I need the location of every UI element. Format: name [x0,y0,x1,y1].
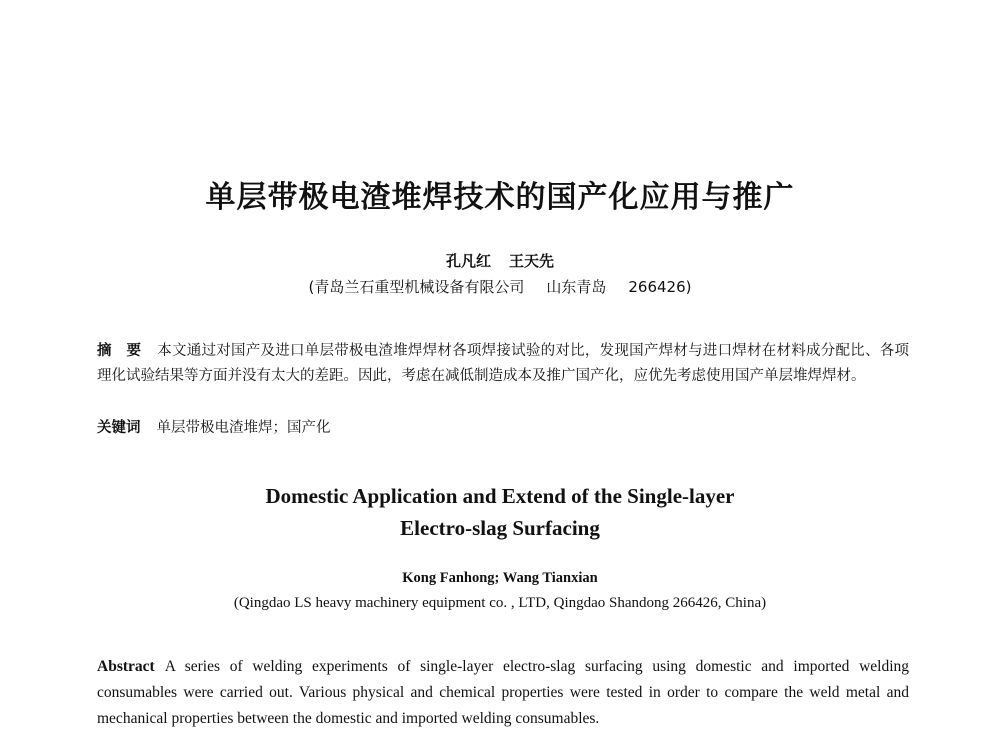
abstract-text-en: A series of welding experiments of single-layer electro-slag surfacing using domestic and imported welding consumables were carried out. Various physical and chemical properties were tested in order to compare the weld metal and mechanical properties between the domestic and imported welding consumables. [97,658,909,727]
chinese-keywords [97,416,909,441]
affiliation-city-cn: 山东青岛 [546,278,607,296]
english-title-line-1: Domestic Application and Extend of the Single-layer [265,484,735,508]
abstract-label-en: Abstract [97,658,155,675]
english-affiliation: (Qingdao LS heavy machinery equipment co. , LTD, Qingdao Shandong 266426, China) [233,595,767,611]
abstract-label-cn: 摘 要 [97,343,142,359]
affiliation-postcode-cn: 266426) [628,278,692,296]
chinese-affiliation [0,276,1000,297]
author-2-cn: 王天先 [509,252,555,270]
chinese-authors [0,250,1000,271]
chinese-abstract [97,339,909,389]
affiliation-org-cn: (青岛兰石重型机械设备有限公司 [308,278,525,296]
abstract-text-cn: 本文通过对国产及进口单层带极电渣堆焊焊材各项焊接试验的对比，发现国产焊材与进口焊材在材料成分配比、各项理化试验结果等方面并没有太大的差距。因此，考虑在减低制造成本及推广国产化，应优先考虑使用国产单层堆焊焊材。 [97,343,910,384]
keywords-text-cn: 单层带极电渣堆焊；国产化 [156,420,331,436]
english-abstract [97,654,909,732]
english-title-line-2: Electro-slag Surfacing [400,516,600,540]
english-title [0,480,1000,544]
keywords-label-cn: 关键词 [97,420,141,436]
author-1-cn: 孔凡红 [445,252,491,270]
english-authors: Kong Fanhong; Wang Tianxian [402,570,598,586]
chinese-title: 单层带极电渣堆焊技术的国产化应用与推广 [205,180,795,215]
